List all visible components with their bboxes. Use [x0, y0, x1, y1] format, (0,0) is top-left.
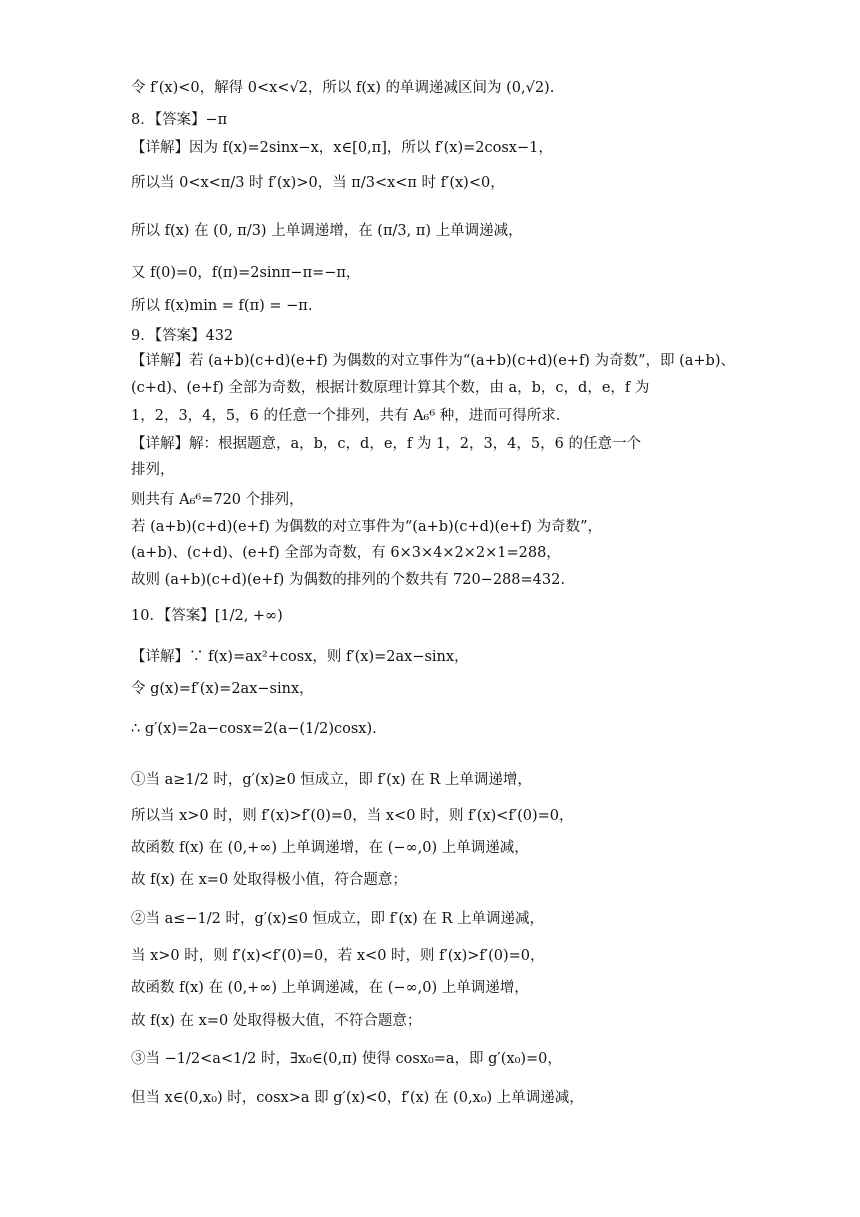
text-line: ②当 a≤−1/2 时，g′(x)≤0 恒成立，即 f′(x) 在 R 上单调递减，	[131, 911, 545, 927]
text-line: 1，2，3，4，5，6 的任意一个排列，共有 A₆⁶ 种，进而可得所求.	[131, 408, 561, 424]
text-line: ①当 a≥1/2 时，g′(x)≥0 恒成立，即 f′(x) 在 R 上单调递增，	[131, 772, 532, 788]
text-line: 故函数 f(x) 在 (0,+∞) 上单调递增，在 (−∞,0) 上单调递减，	[131, 840, 529, 856]
text-line: (a+b)、(c+d)、(e+f) 全部为奇数，有 6×3×4×2×2×1=288，	[131, 545, 561, 561]
text-line: 所以 f(x) 在 (0, π/3) 上单调递增，在 (π/3, π) 上单调递减，	[131, 223, 523, 239]
text-line: 则共有 A₆⁶=720 个排列，	[131, 492, 304, 508]
text-line: ③当 −1/2<a<1/2 时，∃x₀∈(0,π) 使得 cosx₀=a，即 g′(x₀)=0，	[131, 1051, 562, 1067]
text-line: 【详解】解：根据题意，a，b，c，d，e，f 为 1，2，3，4，5，6 的任意一个	[131, 436, 641, 452]
answer-heading-10: 10．【答案】[1/2, +∞)	[131, 608, 283, 624]
answer-heading-8: 8．【答案】−π	[131, 112, 228, 128]
text-line: 又 f(0)=0，f(π)=2sinπ−π=−π，	[131, 265, 361, 281]
text-line: 故 f(x) 在 x=0 处取得极大值，不符合题意；	[131, 1013, 422, 1029]
text-line: 故函数 f(x) 在 (0,+∞) 上单调递减，在 (−∞,0) 上单调递增，	[131, 980, 529, 996]
text-line: 若 (a+b)(c+d)(e+f) 为偶数的对立事件为“(a+b)(c+d)(e+f) 为奇数”，	[131, 519, 602, 535]
text-line: 排列，	[131, 462, 175, 478]
text-line: 【详解】∵ f(x)=ax²+cosx，则 f′(x)=2ax−sinx，	[131, 649, 469, 665]
text-line: 故 f(x) 在 x=0 处取得极小值，符合题意；	[131, 872, 407, 888]
text-line: 所以当 0<x<π/3 时 f′(x)>0，当 π/3<x<π 时 f′(x)<0，	[131, 175, 505, 191]
text-line: (c+d)、(e+f) 全部为奇数，根据计数原理计算其个数，由 a，b，c，d，e，f 为	[131, 380, 650, 396]
answer-heading-9: 9．【答案】432	[131, 328, 234, 344]
text-line: 但当 x∈(0,x₀) 时，cosx>a 即 g′(x)<0，f′(x) 在 (0,x₀) 上单调递减，	[131, 1090, 584, 1106]
text-line: ∴ g′(x)=2a−cosx=2(a−(1/2)cosx).	[131, 721, 377, 737]
text-line: 当 x>0 时，则 f′(x)<f′(0)=0，若 x<0 时，则 f′(x)>f′(0)=0，	[131, 948, 545, 964]
text-line: 令 g(x)=f′(x)=2ax−sinx，	[131, 681, 314, 697]
text-line: 所以 f(x)min = f(π) = −π.	[131, 298, 313, 314]
text-line: 令 f′(x)<0，解得 0<x<√2，所以 f(x) 的单调递减区间为 (0,√2).	[131, 80, 555, 96]
text-line: 故则 (a+b)(c+d)(e+f) 为偶数的排列的个数共有 720−288=432.	[131, 572, 565, 588]
text-line: 【详解】因为 f(x)=2sinx−x，x∈[0,π]，所以 f′(x)=2cosx−1，	[131, 140, 553, 156]
text-line: 所以当 x>0 时，则 f′(x)>f′(0)=0，当 x<0 时，则 f′(x)<f′(0)=0，	[131, 808, 574, 824]
text-line: 【详解】若 (a+b)(c+d)(e+f) 为偶数的对立事件为“(a+b)(c+d)(e+f) 为奇数”，即 (a+b)、	[131, 353, 735, 369]
